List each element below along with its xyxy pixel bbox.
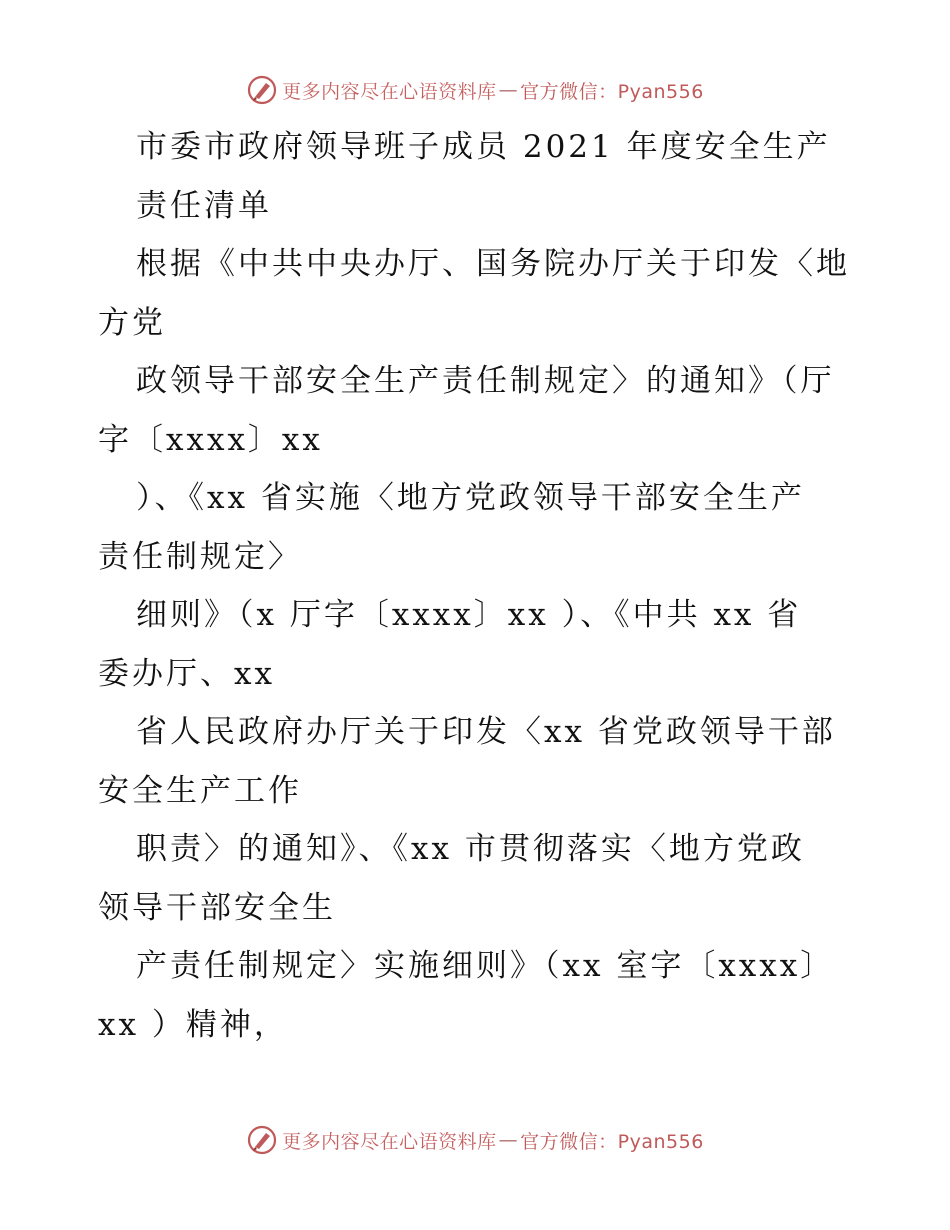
watermark-brand: 更多内容尽在心语资料库 (282, 1130, 497, 1153)
pen-logo-icon (246, 74, 278, 106)
paragraph-line: xx ）精神， (98, 1006, 288, 1043)
watermark-account: 官方微信：Pyan556 (520, 1130, 704, 1153)
watermark-account: 官方微信：Pyan556 (520, 80, 704, 103)
paragraph-line: 产责任制规定〉实施细则》（xx 室字〔xxxx〕 (136, 948, 835, 984)
paragraph-line: 职责〉的通知》、《xx 市贯彻落实〈地方党政 (136, 831, 805, 867)
paragraph-line: 字〔xxxx〕xx (98, 421, 323, 458)
paragraph-line: 政领导干部安全生产责任制规定〉的通知》（厅 (136, 363, 835, 399)
paragraph-line: 根据《中共中央办厅、国务院办厅关于印发〈地 (136, 246, 850, 282)
paragraph-line: 委办厅、xx (98, 655, 275, 692)
paragraph-line: 省人民政府办厅关于印发〈xx 省党政领导干部 (136, 714, 836, 750)
paragraph-line: 安全生产工作 (98, 772, 302, 809)
document-title-line-2: 责任清单 (136, 187, 272, 224)
document-title-line-1: 市委市政府领导班子成员 2021 年度安全生产 (136, 129, 831, 165)
paragraph-line: 责任制规定〉 (98, 538, 302, 575)
header-watermark (0, 70, 950, 110)
watermark-dash: — (498, 1129, 519, 1151)
paragraph-line: 领导干部安全生 (98, 889, 336, 926)
watermark-dash: — (498, 79, 519, 101)
watermark-brand: 更多内容尽在心语资料库 (282, 80, 497, 103)
paragraph-line: ）、《xx 省实施〈地方党政领导干部安全生产 (136, 480, 805, 516)
paragraph-line: 方党 (98, 304, 166, 341)
document-body (98, 118, 858, 1054)
footer-watermark (0, 1120, 950, 1160)
pen-logo-icon (246, 1124, 278, 1156)
paragraph-line: 细则》（x 厅字〔xxxx〕xx ）、《中共 xx 省 (136, 597, 802, 633)
